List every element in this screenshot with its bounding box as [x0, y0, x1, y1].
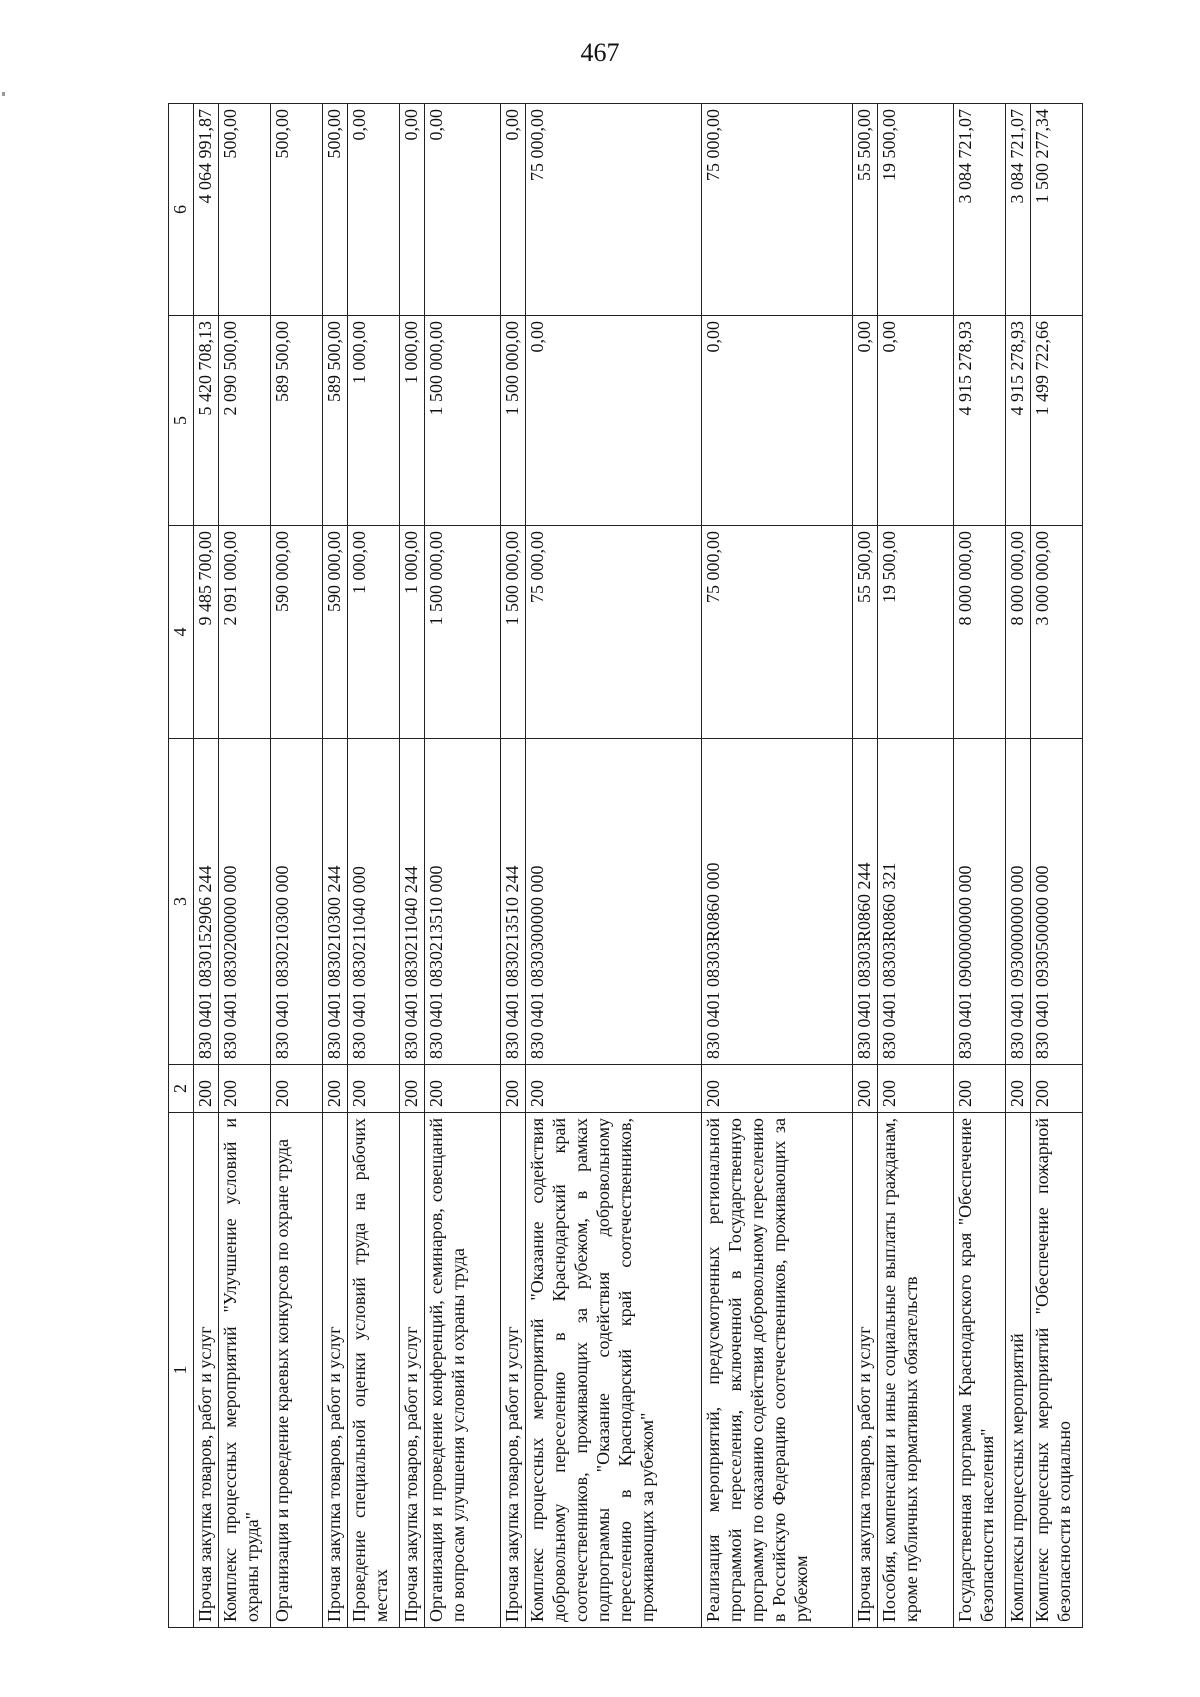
row-value-6: 55 500,00: [852, 104, 877, 316]
row-code: 830 0401 08303R0860 244: [852, 739, 877, 1065]
row-code: 830 0401 0830200000 000: [218, 739, 270, 1065]
row-col2: 200: [271, 1065, 323, 1113]
row-code: 830 0401 0830300000 000: [526, 739, 702, 1065]
row-value-5: 589 500,00: [271, 316, 323, 526]
header-col-1: 1: [169, 1113, 194, 1628]
row-name: Прочая закупка товаров, работ и услуг: [400, 1113, 425, 1628]
row-code: 830 0401 0830152906 244: [194, 739, 219, 1065]
row-code: 830 0401 0830211040 244: [400, 739, 425, 1065]
row-code: 830 0401 0830213510 244: [501, 739, 526, 1065]
row-value-5: 1 499 722,66: [1030, 316, 1082, 526]
row-value-5: 4 915 278,93: [1005, 316, 1030, 526]
row-code: 830 0401 0930500000 000: [1030, 739, 1082, 1065]
row-name: Прочая закупка товаров, работ и услуг: [852, 1113, 877, 1628]
table-row: [348, 104, 400, 1628]
row-name: Организация и проведение конференций, семинаров, совещаний по вопросам улучшения условий и охраны труда: [425, 1113, 501, 1628]
row-value-6: 500,00: [218, 104, 270, 316]
table-row: [1005, 104, 1030, 1628]
row-code: 830 0401 0900000000 000: [953, 739, 1005, 1065]
table-row: [877, 104, 953, 1628]
row-value-6: 0,00: [400, 104, 425, 316]
table-row: [323, 104, 348, 1628]
row-name: Реализация мероприятий, предусмотренных региональной программой переселения, включенной в Государственную программу по оказанию содействия добровольному переселению в Российскую Федерацию соотечественников, проживающих за рубежом: [702, 1113, 852, 1628]
row-col2: 200: [400, 1065, 425, 1113]
header-col-2: 2: [169, 1065, 194, 1113]
table-row: [526, 104, 702, 1628]
row-value-4: 1 000,00: [348, 526, 400, 739]
row-value-4: 590 000,00: [323, 526, 348, 739]
header-col-5: 5: [169, 316, 194, 526]
row-value-4: 8 000 000,00: [1005, 526, 1030, 739]
row-name: Проведение специальной оценки условий труда на рабочих местах: [348, 1113, 400, 1628]
table-row: [702, 104, 852, 1628]
row-value-5: 1 500 000,00: [425, 316, 501, 526]
rotated-table-container: [168, 104, 1083, 1628]
table-row: [271, 104, 323, 1628]
table-row: [501, 104, 526, 1628]
table-row: [400, 104, 425, 1628]
row-col2: 200: [501, 1065, 526, 1113]
page-number: 467: [580, 38, 620, 67]
row-value-6: 500,00: [323, 104, 348, 316]
row-name: Комплексы процессных мероприятий: [1005, 1113, 1030, 1628]
row-value-6: 0,00: [348, 104, 400, 316]
table-row: [218, 104, 270, 1628]
row-value-5: 1 500 000,00: [501, 316, 526, 526]
scan-mark: [2, 92, 5, 96]
table-row: [953, 104, 1005, 1628]
row-value-5: 4 915 278,93: [953, 316, 1005, 526]
row-value-6: 0,00: [501, 104, 526, 316]
row-name: Прочая закупка товаров, работ и услуг: [194, 1113, 219, 1628]
row-value-4: 2 091 000,00: [218, 526, 270, 739]
row-value-6: 3 084 721,07: [1005, 104, 1030, 316]
row-value-4: 9 485 700,00: [194, 526, 219, 739]
row-value-4: 75 000,00: [702, 526, 852, 739]
row-value-5: 0,00: [877, 316, 953, 526]
row-value-6: 4 064 991,87: [194, 104, 219, 316]
row-col2: 200: [852, 1065, 877, 1113]
row-value-5: 2 090 500,00: [218, 316, 270, 526]
row-value-6: 75 000,00: [702, 104, 852, 316]
row-code: 830 0401 0830211040 000: [348, 739, 400, 1065]
row-value-5: 0,00: [852, 316, 877, 526]
row-value-4: 75 000,00: [526, 526, 702, 739]
row-code: 830 0401 0830210300 000: [271, 739, 323, 1065]
header-col-3: 3: [169, 739, 194, 1065]
row-value-4: 1 500 000,00: [501, 526, 526, 739]
row-value-6: 19 500,00: [877, 104, 953, 316]
row-name: Комплекс процессных мероприятий "Обеспечение пожарной безопасности в социально: [1030, 1113, 1082, 1628]
row-value-4: 3 000 000,00: [1030, 526, 1082, 739]
row-value-6: 500,00: [271, 104, 323, 316]
row-name: Пособия, компенсации и иные социальные выплаты гражданам, кроме публичных нормативных обязательств: [877, 1113, 953, 1628]
table-header-row: [169, 104, 194, 1628]
row-col2: 200: [526, 1065, 702, 1113]
row-value-6: 3 084 721,07: [953, 104, 1005, 316]
row-col2: 200: [702, 1065, 852, 1113]
header-col-6: 6: [169, 104, 194, 316]
row-value-6: 1 500 277,34: [1030, 104, 1082, 316]
row-col2: 200: [323, 1065, 348, 1113]
row-value-5: 1 000,00: [400, 316, 425, 526]
row-value-5: 589 500,00: [323, 316, 348, 526]
row-value-4: 55 500,00: [852, 526, 877, 739]
row-value-5: 1 000,00: [348, 316, 400, 526]
table-row: [425, 104, 501, 1628]
row-name: Организация и проведение краевых конкурсов по охране труда: [271, 1113, 323, 1628]
row-value-6: 75 000,00: [526, 104, 702, 316]
row-value-5: 0,00: [702, 316, 852, 526]
table-row: [194, 104, 219, 1628]
budget-table: [168, 103, 1083, 1628]
row-col2: 200: [218, 1065, 270, 1113]
row-code: 830 0401 0830210300 244: [323, 739, 348, 1065]
row-col2: 200: [953, 1065, 1005, 1113]
row-value-4: 1 000,00: [400, 526, 425, 739]
row-name: Государственная программа Краснодарского края "Обеспечение безопасности населения": [953, 1113, 1005, 1628]
header-col-4: 4: [169, 526, 194, 739]
row-code: 830 0401 08303R0860 000: [702, 739, 852, 1065]
row-value-5: 5 420 708,13: [194, 316, 219, 526]
row-name: Комплекс процессных мероприятий "Улучшение условий и охраны труда": [218, 1113, 270, 1628]
row-code: 830 0401 0830213510 000: [425, 739, 501, 1065]
row-name: Прочая закупка товаров, работ и услуг: [501, 1113, 526, 1628]
row-value-5: 0,00: [526, 316, 702, 526]
row-code: 830 0401 08303R0860 321: [877, 739, 953, 1065]
row-value-4: 590 000,00: [271, 526, 323, 739]
row-col2: 200: [348, 1065, 400, 1113]
row-name: Комплекс процессных мероприятий "Оказание содействия добровольному переселению в Краснодарский край соотечественников, проживающих за рубежом, в рамках подпрограммы "Оказание содействия добровольному переселению в Краснодарский край соотечественников, проживающих за рубежом": [526, 1113, 702, 1628]
row-value-6: 0,00: [425, 104, 501, 316]
row-value-4: 19 500,00: [877, 526, 953, 739]
row-value-4: 1 500 000,00: [425, 526, 501, 739]
row-col2: 200: [425, 1065, 501, 1113]
table-row: [1030, 104, 1082, 1628]
row-code: 830 0401 0930000000 000: [1005, 739, 1030, 1065]
row-col2: 200: [877, 1065, 953, 1113]
row-col2: 200: [194, 1065, 219, 1113]
row-name: Прочая закупка товаров, работ и услуг: [323, 1113, 348, 1628]
table-row: [852, 104, 877, 1628]
row-col2: 200: [1030, 1065, 1082, 1113]
row-value-4: 8 000 000,00: [953, 526, 1005, 739]
row-col2: 200: [1005, 1065, 1030, 1113]
